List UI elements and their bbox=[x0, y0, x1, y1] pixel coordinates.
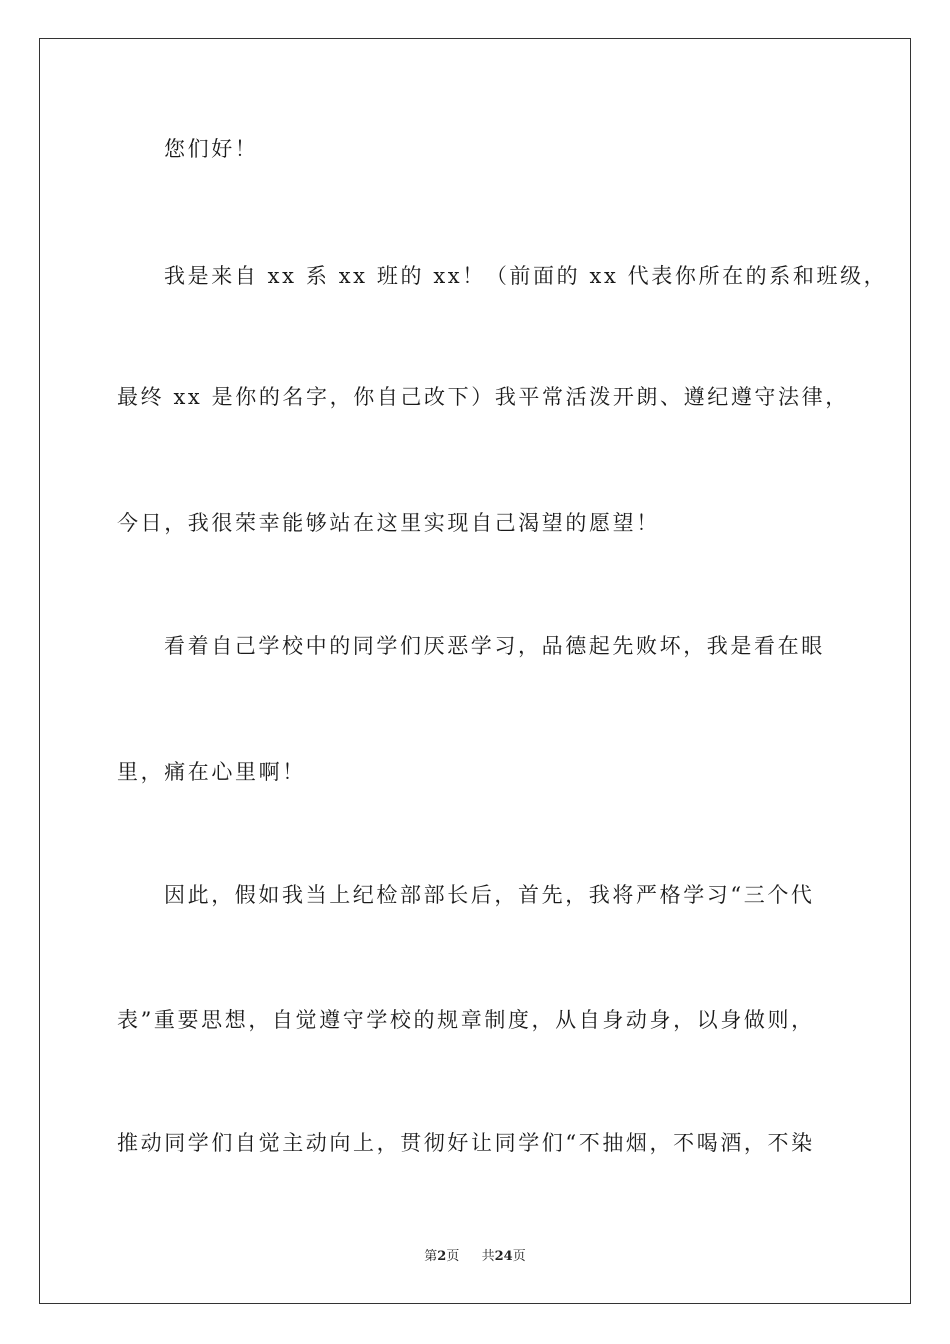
paragraph-line: 里，痛在心里啊！ bbox=[117, 760, 306, 784]
paragraph-line: 推动同学们自觉主动向上，贯彻好让同学们“不抽烟，不喝酒，不染 bbox=[117, 1131, 815, 1155]
paragraph-line: 今日，我很荣幸能够站在这里实现自己渴望的愿望！ bbox=[117, 511, 660, 535]
paragraph-line: 我是来自 xx 系 xx 班的 xx！（前面的 xx 代表你所在的系和班级， bbox=[164, 264, 888, 288]
footer-text: 页 bbox=[512, 1249, 526, 1264]
greeting-line: 您们好！ bbox=[164, 137, 259, 161]
total-page-number: 24 bbox=[494, 1249, 513, 1264]
page-total-label bbox=[482, 1249, 526, 1264]
paragraph-line: 看着自己学校中的同学们厌恶学习，品德起先败坏，我是看在眼 bbox=[164, 634, 825, 658]
paragraph-line: 表”重要思想，自觉遵守学校的规章制度，从自身动身，以身做则， bbox=[117, 1008, 815, 1032]
page-footer bbox=[0, 1248, 950, 1266]
current-page-number: 2 bbox=[437, 1249, 447, 1264]
footer-text: 页 bbox=[446, 1249, 460, 1264]
footer-text: 共 bbox=[481, 1249, 495, 1264]
page-number-label bbox=[424, 1249, 463, 1264]
paragraph-line: 最终 xx 是你的名字，你自己改下）我平常活泼开朗、遵纪遵守法律， bbox=[117, 385, 849, 409]
paragraph-line: 因此，假如我当上纪检部部长后，首先，我将严格学习“三个代 bbox=[164, 883, 815, 907]
page-border bbox=[39, 38, 911, 1304]
footer-text: 第 bbox=[424, 1249, 438, 1264]
